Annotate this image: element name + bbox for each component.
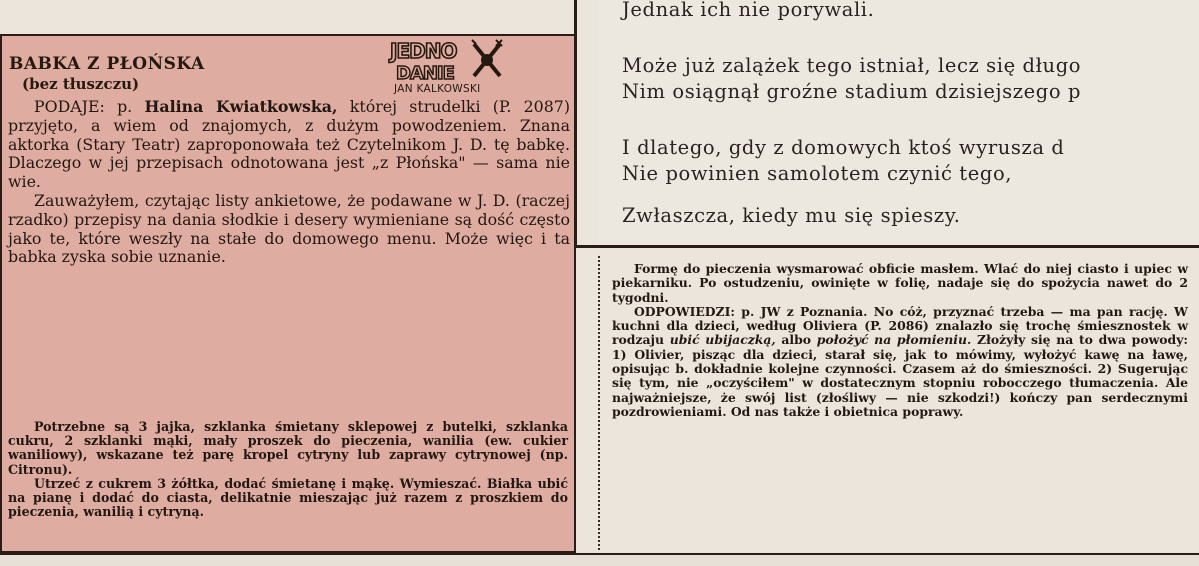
poem-line: I dlatego, gdy z domowych ktoś wyrusza d [622,136,1065,159]
recipe-paragraph [8,98,570,192]
poem-line: Nim osiągnął groźne stadium dzisiejszego p [622,80,1082,103]
method-paragraph: Utrzeć z cukrem 3 żółtka, dodać śmietanę i mąkę. Wymieszać. Białka ubić na pianę i dodać do ciasta, delikatnie mieszając już razem z proszkiem do pieczenia, wanilią i cytryną. [8,475,568,520]
author-name: Halina Kwiatkowska, [144,97,338,116]
paragraph-lead: PODAJE: p. [34,97,133,116]
ingredients-paragraph: Potrzebne są 3 jajka, szklanka śmietany sklepowej z butelki, szklanka cukru, 2 szklanki mąki, mały proszek do pieczenia, wanilia (ew. cukier waniliowy), wskazane też parę kropel cytryny lub zaprawy cytrynowej (np. Citronu). [8,419,568,477]
logo-graphic [388,36,512,84]
poem-line: Nie powinien samolotem czynić tego, [622,162,1013,185]
poem-border [576,245,1199,248]
paragraph-text: Złożyły się na to dwa powody: 1) Olivier, pisząc dla dzieci, starał się, jak to mówimy, wyłożyć kawę na ławę, opisując b. dokładnie kolejne czynności. Czasem aż do śmieszności. 2) Sugerując się tym, nie „oczyściłem" w dostatecznym stopniu robocczego tłumaczenia. Ale najważniejsze, że swój list (złośliwy — nie szkodzi!) kończy pan serdecznymi pozdrowieniami. Od nas także i obietnica poprawy. [612,332,1188,419]
logo-author: JAN KALKOWSKI [394,83,481,95]
paragraph-text: której strudelki (P. 2087) przyjęto, a wiem od znajomych, z dużym powodzeniem. Znana aktorka (Stary Teatr) zaproponowała też Czytelnikom J. D. tę babkę. Dlaczego w jej przepisach odnotowana jest „z Płońska" — sama nie wie. [8,97,570,192]
italic-phrase: ubić ubijaczką, [669,332,776,348]
recipe-paragraph: Zauważyłem, czytając listy ankietowe, że podawane w J. D. (raczej rzadko) przepisy na dania słodkie i desery wymieniane są dość często jako te, które weszły na stałe do domowego menu. Może więc i ta babka zyska sobie uznanie. [8,190,570,267]
paragraph-text: albo [781,332,812,348]
poem-section [598,0,1199,247]
reply-column [612,262,1188,419]
answers-paragraph [612,305,1188,419]
recipe-box [0,34,576,553]
answers-recipient: p. JW z Poznania. [741,303,868,319]
italic-phrase: położyć na płomieniu. [816,332,972,348]
recipe-title: BABKA Z PŁOŃSKA [9,54,205,74]
column-divider [598,256,600,550]
recipe-subtitle: (bez tłuszczu) [22,75,140,93]
poem-line: Zwłaszcza, kiedy mu się spieszy. [622,204,961,227]
method-continued: Formę do pieczenia wysmarować obficie masłem. Wlać do niej ciasto i upiec w piekarniku. Po ostudzeniu, owinięte w folię, nadaje się do spożycia nawet do 2 tygodni. [612,261,1188,305]
recipe-ingredients [8,420,568,519]
poem-line: Może już zalążek tego istniał, lecz się długo [622,54,1082,77]
recipe-body [8,98,570,267]
bottom-strip [0,555,1199,566]
svg-text:JEDNO: JEDNO [390,39,457,63]
svg-text:DANIE: DANIE [396,63,454,84]
answers-lead: ODPOWIEDZI: [634,303,735,319]
poem-line: Jednak ich nie porywali. [622,0,875,21]
paragraph-text: No cóż, przyznać trzeba — ma pan rację. W kuchni dla dzieci, według Oliviera (P. 2086) znalazło się trochę śmiesznostek w rodzaju [612,303,1188,348]
